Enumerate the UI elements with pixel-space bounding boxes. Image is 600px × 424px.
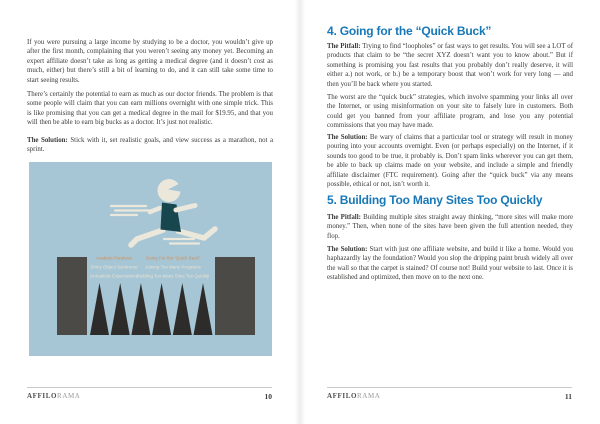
section-4-solution xyxy=(327,133,573,189)
solution-label: The Solution: xyxy=(27,137,68,144)
solution-text: Stick with it, set realistic goals, and view success as a marathon, not a sprint. xyxy=(27,137,274,154)
page-number-right: 11 xyxy=(564,392,572,401)
page-right xyxy=(300,0,600,424)
left-paragraph-2: There’s certainly the potential to earn as much as our doctor friends. The problem is that some people will claim that you can earn millions overnight with one simple trick. This is like promising that you can get a medical degree in the mail for $19.95, and that you will then be able to earn big bucks as a doctor. It’s just not realistic. xyxy=(27,91,273,127)
spike-pit-illustration xyxy=(29,162,272,356)
section-5-pitfall xyxy=(327,213,573,241)
affilorama-logo xyxy=(27,391,80,402)
mistake-labels xyxy=(90,256,210,279)
left-pillar xyxy=(57,257,87,335)
affilorama-logo xyxy=(327,391,380,402)
right-label-1: Going For the “Quick Buck” xyxy=(145,255,201,261)
logo-text-primary: affilo xyxy=(27,391,58,401)
section-5-heading: 5. Building Too Many Sites Too Quickly xyxy=(327,193,543,207)
page-number-left: 10 xyxy=(264,392,272,401)
solution-text: Be wary of claims that a particular tool or strategy will result in money pouring into your accounts overnight. Even (or perhaps especially) on the Internet, if it sounds too good to be true, it probably is. Don’t spam links wherever you can get them, be able to back up claims made on your website, and include a simple and friendly affiliate disclaimer (FTC requirement). Going after the “quick buck” via any means possible, ethical or not, isn’t worth it. xyxy=(327,134,574,189)
left-label-2: Shiny Object Syndrome xyxy=(90,264,138,270)
section-4-pitfall xyxy=(327,42,573,89)
right-label-2: Joining Too Many Programs xyxy=(145,264,201,270)
section-5-solution xyxy=(327,245,573,283)
logo-text-secondary: rama xyxy=(57,391,81,401)
logo-text-secondary: rama xyxy=(357,391,381,401)
pitfall-text: Building multiple sites straight away thinking, “more sites will make more money.” Then, when none of the sites have been given the full attention needed, they flop. xyxy=(327,214,574,240)
pitfall-text: Trying to find “loopholes” or fast ways to get results. You will see a LOT of products that claim to be “the secret XYZ doesn’t want you to know about.” But if something is promising you fast results that you probably don’t really deserve, it will either a.) not work, or b.) be a temporary boost that won’t work for very long — and then you’ll be back where you started. xyxy=(327,43,573,88)
right-pillar xyxy=(215,257,255,335)
solution-label: The Solution: xyxy=(327,134,368,141)
footer-rule-right xyxy=(327,387,572,388)
left-paragraph-1: If you were pursuing a large income by studying to be a doctor, you wouldn’t give up after the first month, complaining that you weren’t seeing any money yet. Becoming an expert affiliate doesn’t take as long as getting a medical degree (and it doesn’t cost as much, either) but there’s still a bit of learning to do, and it can still take some time to start seeing results. xyxy=(27,39,273,84)
pitfall-label: The Pitfall: xyxy=(327,214,361,221)
solution-label: The Solution: xyxy=(327,246,368,253)
logo-text-primary: affilo xyxy=(327,391,358,401)
footer-rule-left xyxy=(27,387,272,388)
section-4-heading: 4. Going for the “Quick Buck” xyxy=(327,24,492,38)
left-label-1: Analysis Paralysis xyxy=(95,255,133,261)
left-paragraph-solution xyxy=(27,136,273,155)
solution-text: Start with just one affiliate website, and build it like a home. Would you haphazardly lay the foundation? Would you slop the dripping paint brush widely all over the wall so that the carpet is stained? Of course not! Build your website to last. Once it is established and optimized, then move on to the next one. xyxy=(327,246,573,282)
left-label-3: Unrealistic Expectations xyxy=(89,273,139,279)
right-label-3: Building Too Many Sites Too Quickly xyxy=(136,273,210,279)
section-4-paragraph-2: The worst are the “quick buck” strategies, which involve spamming your links all over the Internet, or using misinformation on your site to falsely lure in customers. Both could get you banned from your affiliate program, and lose you any potential commissions that you may have made. xyxy=(327,94,573,130)
pitfall-label: The Pitfall: xyxy=(327,43,361,50)
